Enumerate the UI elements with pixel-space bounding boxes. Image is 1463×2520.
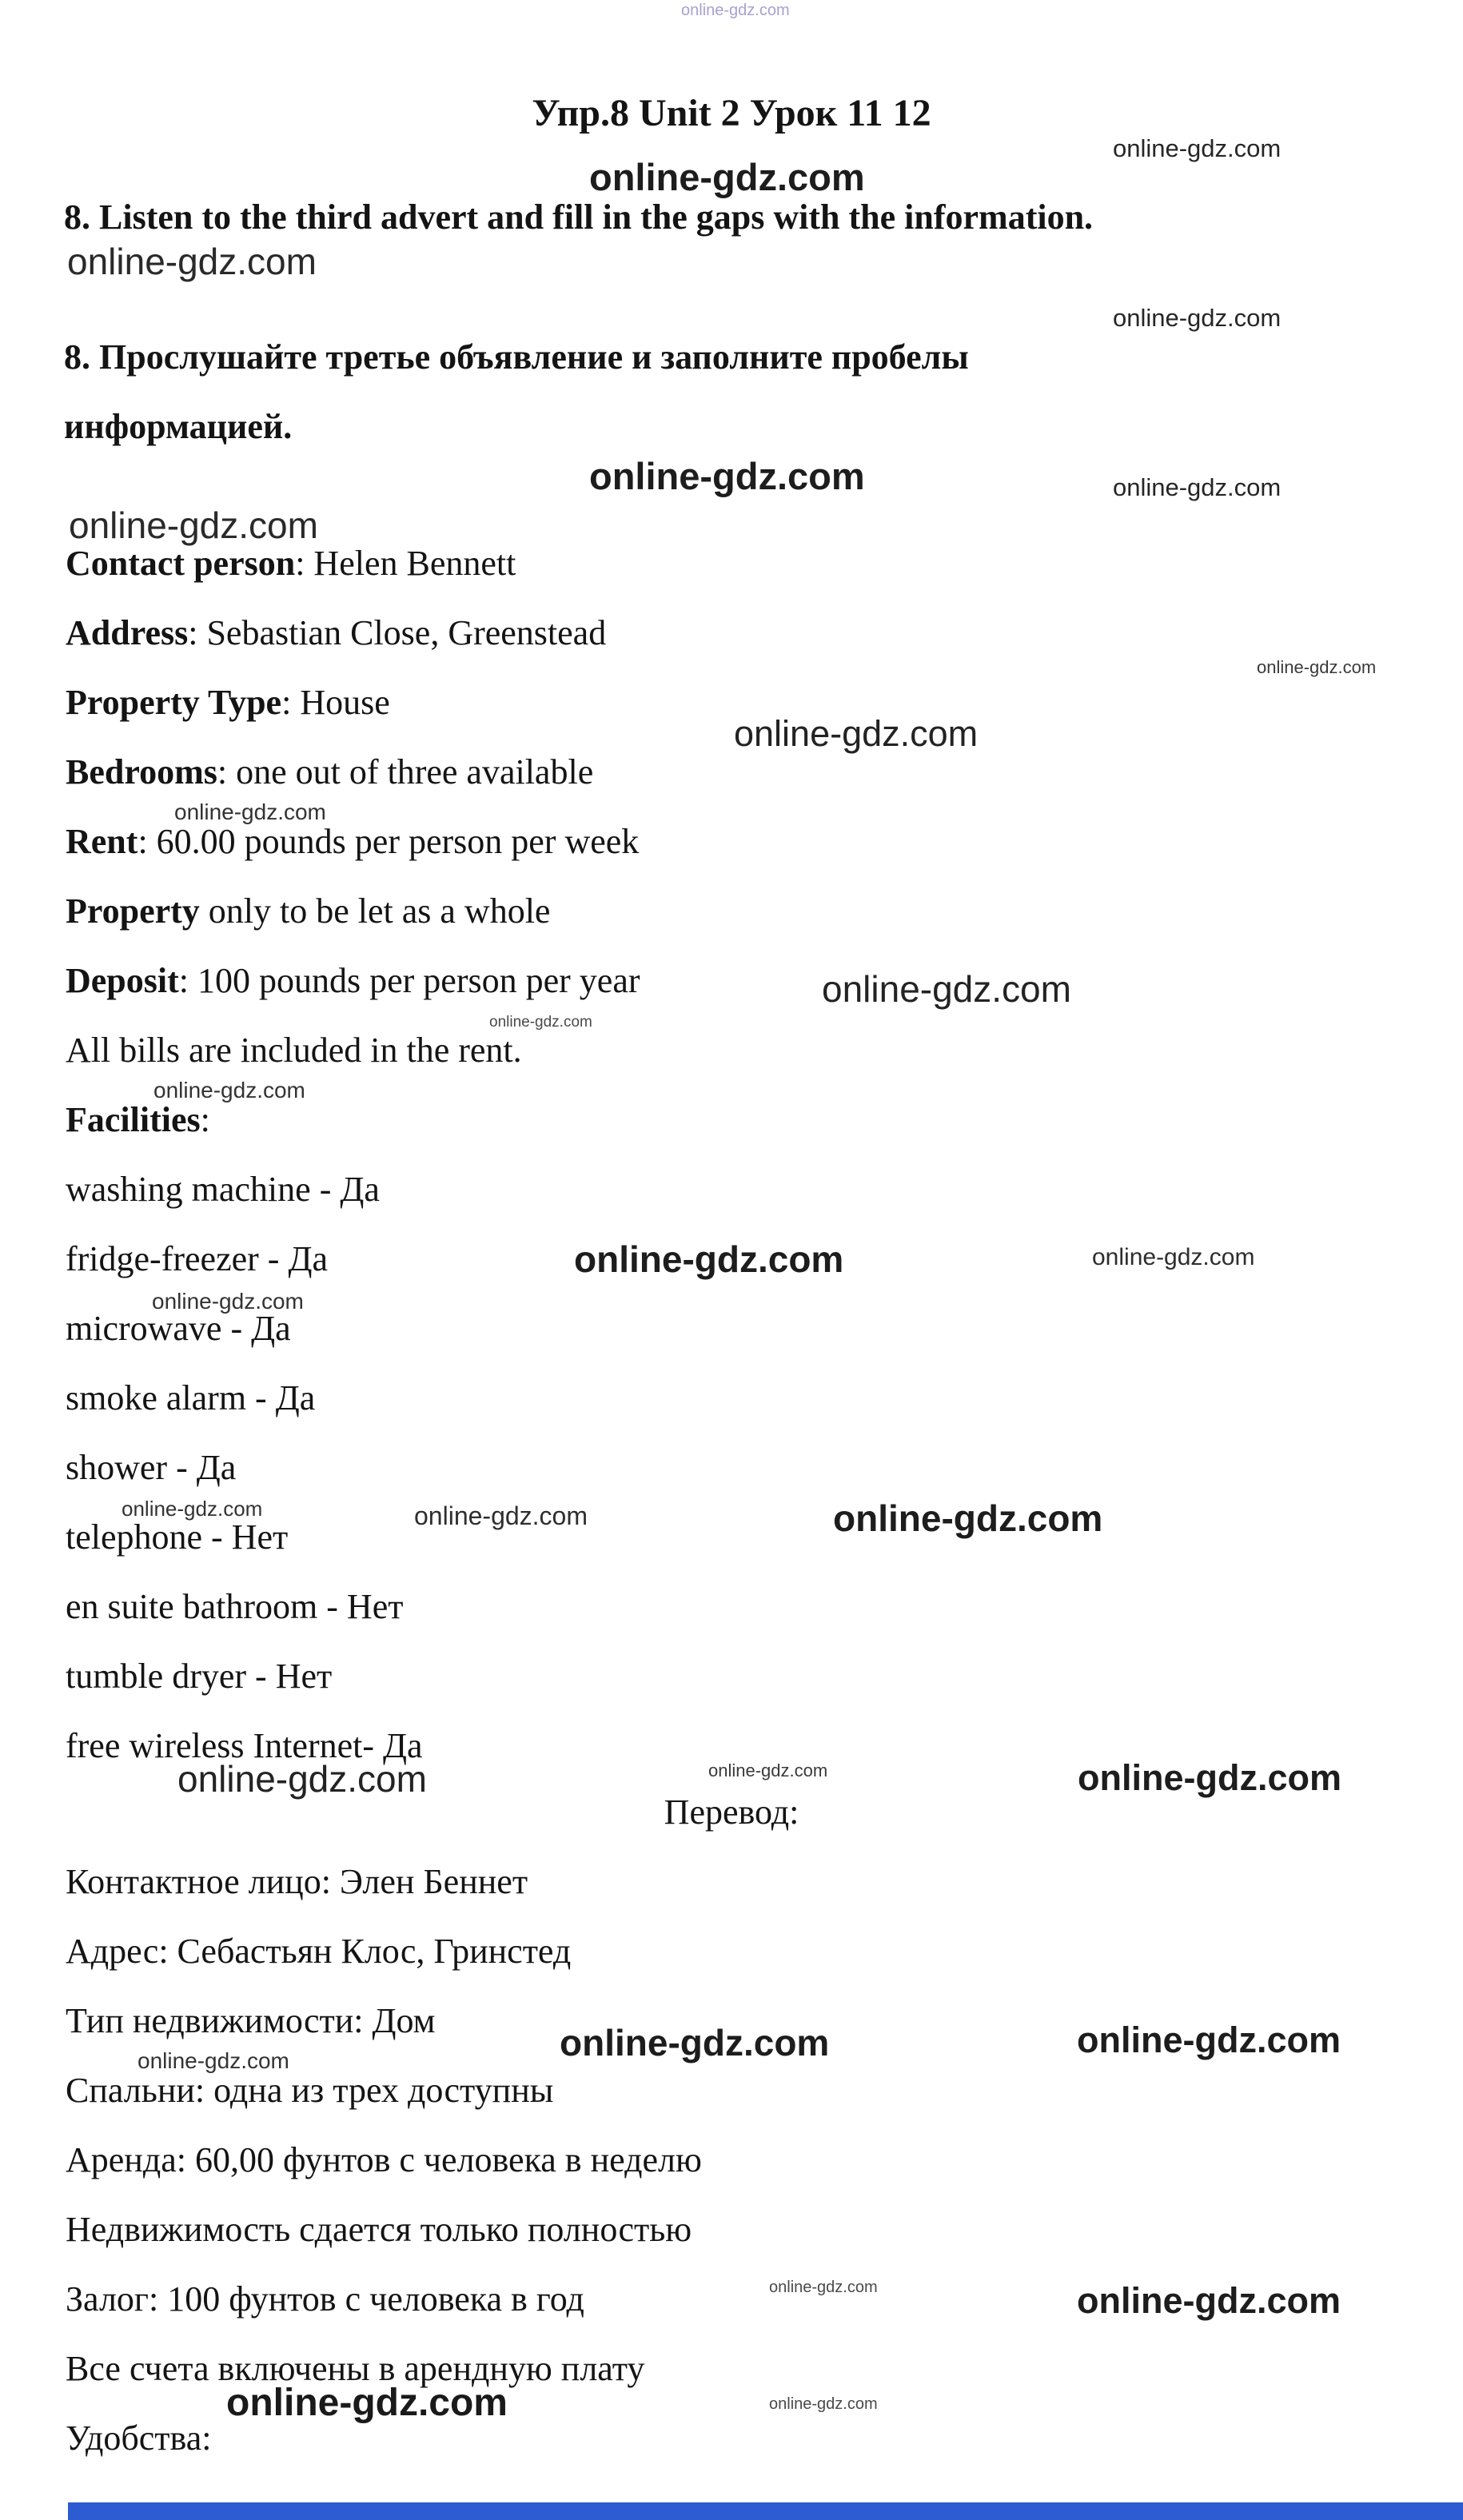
- watermark: online-gdz.com: [734, 713, 979, 754]
- advert-line-bills: [66, 1033, 640, 1068]
- page-title: Упр.8 Unit 2 Урок 11 12: [532, 92, 931, 134]
- watermark: online-gdz.com: [1078, 1757, 1341, 1798]
- advert-label: Property Type: [66, 683, 282, 722]
- watermark: online-gdz.com: [708, 1760, 828, 1780]
- task-text-en: 8. Listen to the third advert and fill in the gaps with the information.: [64, 197, 1094, 237]
- watermark: online-gdz.com: [174, 799, 326, 824]
- advert-value: : 60.00 pounds per person per week: [138, 822, 640, 861]
- advert-label: Contact person: [66, 544, 296, 583]
- advert-label: Bedrooms: [66, 752, 217, 791]
- advert-value: : one out of three available: [217, 752, 594, 791]
- advert-value: All bills are included in the rent.: [66, 1031, 522, 1070]
- facility-line: free wireless Internet- Да: [66, 1726, 423, 1765]
- translation-line: Адрес: Себастьян Клос, Гринстед: [66, 1932, 572, 1971]
- advert-label: Rent: [66, 822, 138, 861]
- watermark: online-gdz.com: [152, 1289, 304, 1314]
- translation-block: [66, 1864, 702, 2490]
- facility-line: washing machine - Да: [66, 1170, 380, 1209]
- translation-line: Аренда: 60,00 фунтов с человека в неделю: [66, 2140, 702, 2179]
- watermark: online-gdz.com: [226, 2382, 508, 2424]
- watermark: online-gdz.com: [589, 156, 865, 198]
- watermark: online-gdz.com: [589, 455, 865, 497]
- translation-line: Залог: 100 фунтов с человека в год: [66, 2279, 584, 2319]
- watermark: online-gdz.com: [833, 1497, 1103, 1539]
- advert-value: : House: [281, 683, 390, 722]
- watermark: online-gdz.com: [1077, 2280, 1341, 2321]
- watermark: online-gdz.com: [69, 504, 318, 546]
- advert-line-property-type: [66, 685, 640, 720]
- advert-line-deposit: [66, 963, 640, 999]
- watermark: online-gdz.com: [414, 1501, 588, 1530]
- translation-line: Тип недвижимости: Дом: [66, 2001, 436, 2040]
- advert-value: only to be let as a whole: [199, 891, 551, 931]
- facility-line: telephone - Нет: [66, 1517, 289, 1557]
- watermark: online-gdz.com: [122, 1497, 263, 1521]
- facility-line: fridge-freezer - Да: [66, 1239, 328, 1278]
- watermark: online-gdz.com: [177, 1758, 427, 1800]
- advert-value: : Sebastian Close, Greenstead: [188, 613, 607, 652]
- translation-line: Спальни: одна из трех доступны: [66, 2071, 554, 2110]
- advert-line-facilities-heading: [66, 1102, 640, 1138]
- watermark: online-gdz.com: [1113, 304, 1282, 332]
- watermark: online-gdz.com: [67, 241, 317, 282]
- advert-value: : Helen Bennett: [295, 544, 516, 583]
- watermark: online-gdz.com: [1113, 134, 1282, 162]
- advert-label: Property: [66, 891, 200, 931]
- watermark: online-gdz.com: [489, 1014, 592, 1031]
- advert-line-whole-let: [66, 891, 640, 931]
- facility-line: smoke alarm - Да: [66, 1378, 316, 1418]
- advert-value: : 100 pounds per person per year: [178, 961, 640, 1000]
- translation-line: Недвижимость сдается только полностью: [66, 2210, 692, 2249]
- facility-line: shower - Да: [66, 1448, 237, 1487]
- advert-answers: [66, 546, 640, 1798]
- watermark: online-gdz.com: [769, 2395, 878, 2413]
- translation-line: Контактное лицо: Элен Беннет: [66, 1862, 528, 1901]
- translation-line: Все счета включены в арендную плату: [66, 2349, 645, 2388]
- task-ru-line2: информацией.: [64, 407, 293, 446]
- advert-value: :: [200, 1100, 210, 1139]
- watermark: online-gdz.com: [138, 2048, 289, 2073]
- watermark: online-gdz.com: [681, 2, 790, 19]
- advert-line-address: [66, 613, 640, 652]
- watermark: online-gdz.com: [1113, 473, 1282, 501]
- watermark: online-gdz.com: [153, 1078, 305, 1102]
- facility-line: en suite bathroom - Нет: [66, 1587, 404, 1626]
- translation-line: Удобства:: [66, 2418, 212, 2458]
- watermark: online-gdz.com: [1092, 1244, 1255, 1270]
- advert-line-bedrooms: [66, 752, 640, 791]
- watermark: online-gdz.com: [822, 968, 1071, 1010]
- advert-label: Facilities: [66, 1100, 201, 1139]
- watermark: online-gdz.com: [1077, 2020, 1341, 2060]
- watermark: online-gdz.com: [769, 2279, 878, 2296]
- advert-label: Address: [66, 613, 189, 652]
- facility-line: microwave - Да: [66, 1309, 291, 1348]
- watermark: online-gdz.com: [574, 1238, 844, 1280]
- advert-line-rent: [66, 824, 640, 859]
- watermark: online-gdz.com: [1257, 657, 1377, 677]
- task-text-ru: [64, 337, 969, 479]
- advert-line-contact: [66, 546, 640, 581]
- advert-label: Deposit: [66, 961, 179, 1000]
- bottom-banner-edge: [68, 2502, 1463, 2520]
- facility-line: tumble dryer - Нет: [66, 1657, 333, 1696]
- task-ru-line1: 8. Прослушайте третье объявление и заполните пробелы: [64, 337, 969, 377]
- watermark: online-gdz.com: [560, 2022, 830, 2063]
- translation-heading: Перевод:: [664, 1792, 799, 1832]
